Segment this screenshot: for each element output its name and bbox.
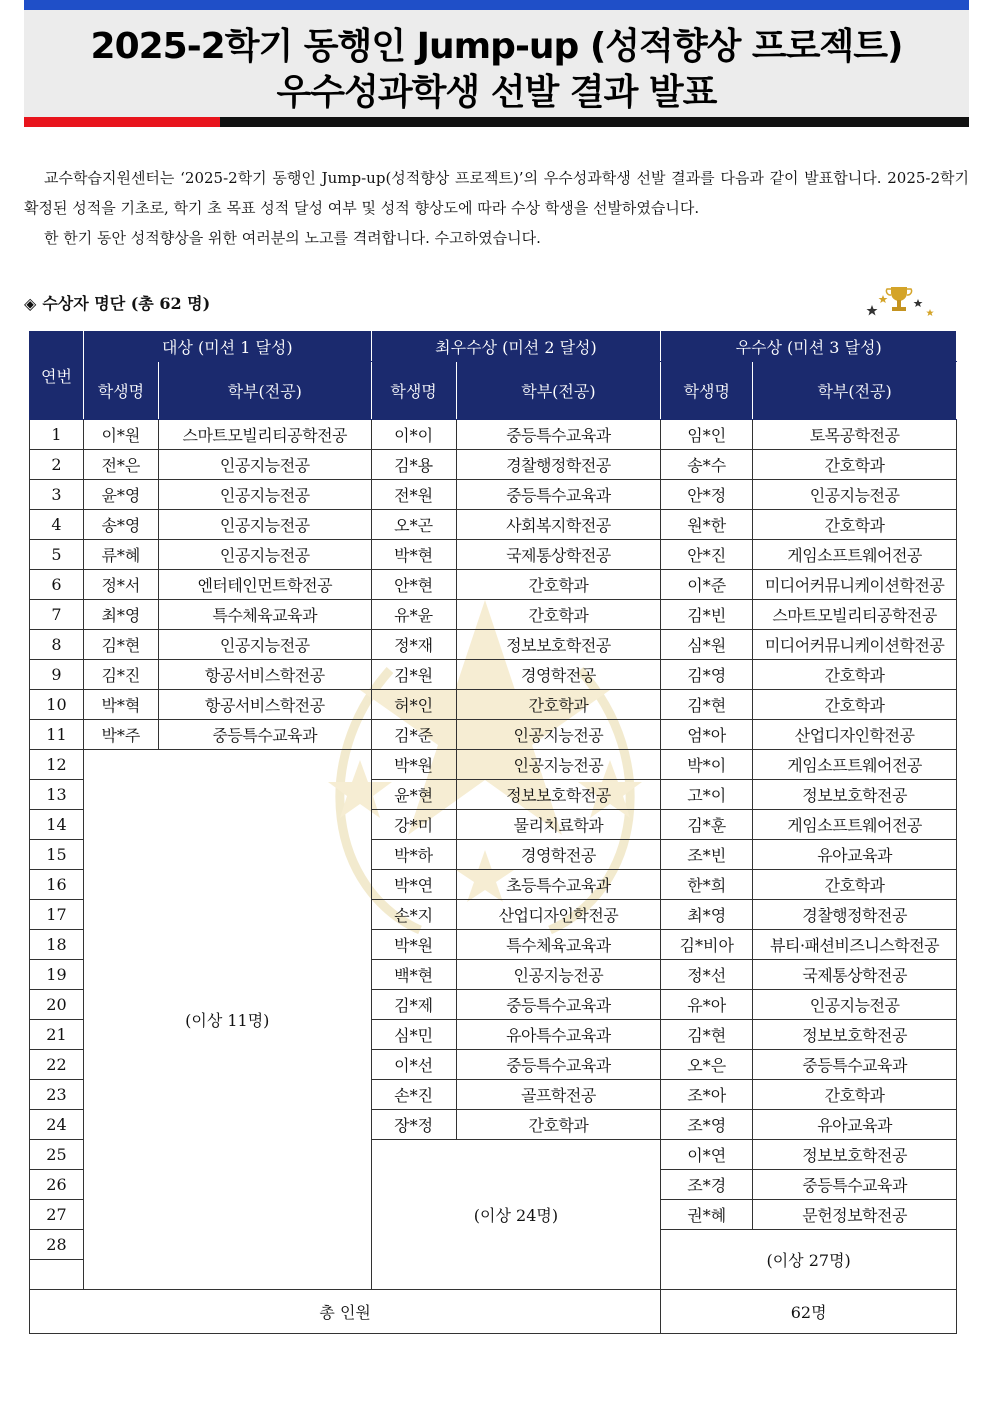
- grand-name: 송*영: [83, 510, 158, 540]
- excellence-name: 윤*현: [371, 780, 456, 810]
- merit-name: 최*영: [661, 900, 753, 930]
- merit-name: 이*연: [661, 1140, 753, 1170]
- merit-count: (이상 27명): [661, 1230, 957, 1290]
- header-grand-prize: 대상 (미션 1 달성): [83, 332, 371, 362]
- excellence-name: 전*원: [371, 480, 456, 510]
- total-value: 62명: [661, 1290, 957, 1334]
- table-row: [30, 690, 957, 720]
- merit-name: 안*정: [661, 480, 753, 510]
- grand-name: 정*서: [83, 570, 158, 600]
- excellence-dept: 중등특수교육과: [456, 420, 661, 450]
- merit-name: 고*이: [661, 780, 753, 810]
- merit-dept: 인공지능전공: [753, 480, 957, 510]
- merit-name: 조*경: [661, 1170, 753, 1200]
- table-row: [30, 450, 957, 480]
- grand-name: 김*진: [83, 660, 158, 690]
- grand-dept: 항공서비스학전공: [158, 690, 371, 720]
- merit-name: 이*준: [661, 570, 753, 600]
- table-row: [30, 660, 957, 690]
- grand-name: 윤*영: [83, 480, 158, 510]
- awardee-table: [29, 331, 957, 1334]
- excellence-dept: 간호학과: [456, 690, 661, 720]
- excellence-dept: 중등특수교육과: [456, 990, 661, 1020]
- table-row: [30, 750, 957, 780]
- row-number: 22: [30, 1050, 84, 1080]
- merit-name: 엄*아: [661, 720, 753, 750]
- merit-name: 김*훈: [661, 810, 753, 840]
- diamond-bullet-icon: ◈: [24, 294, 37, 313]
- merit-name: 김*빈: [661, 600, 753, 630]
- header-no: 연번: [30, 332, 84, 420]
- excellence-dept: 골프학전공: [456, 1080, 661, 1110]
- merit-dept: 간호학과: [753, 660, 957, 690]
- row-number: 19: [30, 960, 84, 990]
- merit-dept: 인공지능전공: [753, 990, 957, 1020]
- merit-dept: 토목공학전공: [753, 420, 957, 450]
- excellence-name: 김*원: [371, 660, 456, 690]
- merit-dept: 간호학과: [753, 870, 957, 900]
- merit-name: 유*아: [661, 990, 753, 1020]
- excellence-dept: 초등특수교육과: [456, 870, 661, 900]
- table-row: [30, 720, 957, 750]
- merit-dept: 간호학과: [753, 450, 957, 480]
- row-number: 27: [30, 1200, 84, 1230]
- row-number: 21: [30, 1020, 84, 1050]
- grand-dept: 스마트모빌리티공학전공: [158, 420, 371, 450]
- merit-dept: 중등특수교육과: [753, 1050, 957, 1080]
- row-number: 13: [30, 780, 84, 810]
- grand-name: 전*은: [83, 450, 158, 480]
- row-number: 24: [30, 1110, 84, 1140]
- header-name-merit: 학생명: [661, 362, 753, 420]
- merit-name: 권*혜: [661, 1200, 753, 1230]
- excellence-dept: 간호학과: [456, 1110, 661, 1140]
- excellence-name: 강*미: [371, 810, 456, 840]
- merit-dept: 중등특수교육과: [753, 1170, 957, 1200]
- row-number: 1: [30, 420, 84, 450]
- excellence-name: 오*곤: [371, 510, 456, 540]
- table-row: [30, 420, 957, 450]
- excellence-dept: 경영학전공: [456, 660, 661, 690]
- merit-name: 안*진: [661, 540, 753, 570]
- grand-dept: 인공지능전공: [158, 510, 371, 540]
- grand-dept: 인공지능전공: [158, 480, 371, 510]
- grand-name: 이*원: [83, 420, 158, 450]
- excellence-name: 김*제: [371, 990, 456, 1020]
- header-name-grand: 학생명: [83, 362, 158, 420]
- red-bar: [24, 117, 220, 127]
- merit-dept: 게임소프트웨어전공: [753, 540, 957, 570]
- excellence-dept: 산업디자인학전공: [456, 900, 661, 930]
- row-number: 8: [30, 630, 84, 660]
- merit-name: 조*아: [661, 1080, 753, 1110]
- merit-name: 김*현: [661, 690, 753, 720]
- merit-name: 송*수: [661, 450, 753, 480]
- excellence-name: 김*준: [371, 720, 456, 750]
- grand-name: 류*혜: [83, 540, 158, 570]
- excellence-dept: 유아특수교육과: [456, 1020, 661, 1050]
- excellence-dept: 중등특수교육과: [456, 1050, 661, 1080]
- merit-dept: 정보보호학전공: [753, 1140, 957, 1170]
- excellence-name: 장*정: [371, 1110, 456, 1140]
- excellence-name: 김*용: [371, 450, 456, 480]
- excellence-name: 박*원: [371, 750, 456, 780]
- excellence-dept: 인공지능전공: [456, 960, 661, 990]
- row-number: 5: [30, 540, 84, 570]
- merit-name: 김*현: [661, 1020, 753, 1050]
- merit-dept: 스마트모빌리티공학전공: [753, 600, 957, 630]
- merit-dept: 게임소프트웨어전공: [753, 750, 957, 780]
- row-number: 9: [30, 660, 84, 690]
- merit-name: 원*한: [661, 510, 753, 540]
- merit-dept: 뷰티·패션비즈니스학전공: [753, 930, 957, 960]
- merit-name: 조*영: [661, 1110, 753, 1140]
- merit-name: 정*선: [661, 960, 753, 990]
- row-number: 25: [30, 1140, 84, 1170]
- merit-dept: 유아교육과: [753, 840, 957, 870]
- excellence-name: 정*재: [371, 630, 456, 660]
- trophy-stars-icon: [858, 283, 940, 319]
- grand-dept: 중등특수교육과: [158, 720, 371, 750]
- excellence-name: 심*민: [371, 1020, 456, 1050]
- table-row: [30, 540, 957, 570]
- merit-name: 김*영: [661, 660, 753, 690]
- merit-dept: 유아교육과: [753, 1110, 957, 1140]
- excellence-name: 박*하: [371, 840, 456, 870]
- grand-dept: 엔터테인먼트학전공: [158, 570, 371, 600]
- intro-text: [24, 163, 969, 253]
- merit-name: 심*원: [661, 630, 753, 660]
- merit-dept: 간호학과: [753, 1080, 957, 1110]
- excellence-dept: 간호학과: [456, 570, 661, 600]
- excellence-name: 박*원: [371, 930, 456, 960]
- excellence-name: 이*이: [371, 420, 456, 450]
- row-number: 16: [30, 870, 84, 900]
- row-number: [30, 1260, 84, 1290]
- row-number: 4: [30, 510, 84, 540]
- header-name-excellence: 학생명: [371, 362, 456, 420]
- excellence-dept: 정보보호학전공: [456, 630, 661, 660]
- merit-dept: 정보보호학전공: [753, 780, 957, 810]
- intro-paragraph-1: 교수학습지원센터는 ‘2025-2학기 동행인 Jump-up(성적향상 프로젝트)’의 우수성과학생 선발 결과를 다음과 같이 발표합니다. 2025-2학기 확정된 성적을 기초로, 학기 초 목표 성적 달성 여부 및 성적 향상도에 따라 수상 학생을 선발하였습니다.: [24, 169, 969, 217]
- header-dept-grand: 학부(전공): [158, 362, 371, 420]
- grand-dept: 인공지능전공: [158, 450, 371, 480]
- row-number: 15: [30, 840, 84, 870]
- table-row: [30, 630, 957, 660]
- black-bar: [220, 117, 969, 127]
- grand-dept: 항공서비스학전공: [158, 660, 371, 690]
- excellence-name: 안*현: [371, 570, 456, 600]
- total-row: [30, 1290, 957, 1334]
- excellence-name: 백*현: [371, 960, 456, 990]
- excellence-dept: 국제통상학전공: [456, 540, 661, 570]
- merit-name: 김*비아: [661, 930, 753, 960]
- row-number: 10: [30, 690, 84, 720]
- excellence-name: 손*지: [371, 900, 456, 930]
- merit-dept: 정보보호학전공: [753, 1020, 957, 1050]
- excellence-name: 이*선: [371, 1050, 456, 1080]
- excellence-name: 허*인: [371, 690, 456, 720]
- excellence-dept: 특수체육교육과: [456, 930, 661, 960]
- page-title: [24, 24, 969, 116]
- grand-dept: 인공지능전공: [158, 630, 371, 660]
- excellence-name: 손*진: [371, 1080, 456, 1110]
- excellence-name: 박*연: [371, 870, 456, 900]
- section-title: 수상자 명단 (총 62 명): [42, 294, 211, 313]
- header-dept-excellence: 학부(전공): [456, 362, 661, 420]
- row-number: 7: [30, 600, 84, 630]
- merit-dept: 미디어커뮤니케이션학전공: [753, 570, 957, 600]
- intro-paragraph-2: 한 한기 동안 성적향상을 위한 여러분의 노고를 격려합니다. 수고하였습니다.: [44, 229, 541, 247]
- top-blue-bar: [24, 0, 969, 10]
- title-box: [24, 10, 969, 117]
- row-number: 14: [30, 810, 84, 840]
- row-number: 28: [30, 1230, 84, 1260]
- row-number: 23: [30, 1080, 84, 1110]
- excellence-dept: 인공지능전공: [456, 720, 661, 750]
- row-number: 2: [30, 450, 84, 480]
- row-number: 26: [30, 1170, 84, 1200]
- merit-dept: 경찰행정학전공: [753, 900, 957, 930]
- merit-name: 오*은: [661, 1050, 753, 1080]
- excellence-name: 유*윤: [371, 600, 456, 630]
- merit-dept: 문헌정보학전공: [753, 1200, 957, 1230]
- merit-name: 한*희: [661, 870, 753, 900]
- grand-name: 김*현: [83, 630, 158, 660]
- merit-dept: 게임소프트웨어전공: [753, 810, 957, 840]
- merit-dept: 간호학과: [753, 690, 957, 720]
- excellence-dept: 중등특수교육과: [456, 480, 661, 510]
- excellence-dept: 간호학과: [456, 600, 661, 630]
- table-row: [30, 600, 957, 630]
- title-line-2: 우수성과학생 선발 결과 발표: [276, 72, 717, 113]
- merit-name: 조*빈: [661, 840, 753, 870]
- grand-count: (이상 11명): [83, 750, 371, 1290]
- grand-dept: 특수체육교육과: [158, 600, 371, 630]
- excellence-count: (이상 24명): [371, 1140, 661, 1290]
- merit-name: 박*이: [661, 750, 753, 780]
- grand-dept: 인공지능전공: [158, 540, 371, 570]
- header-merit-prize: 우수상 (미션 3 달성): [661, 332, 957, 362]
- header-dept-merit: 학부(전공): [753, 362, 957, 420]
- merit-dept: 미디어커뮤니케이션학전공: [753, 630, 957, 660]
- grand-name: 박*주: [83, 720, 158, 750]
- table-row: [30, 570, 957, 600]
- row-number: 12: [30, 750, 84, 780]
- table-row: [30, 510, 957, 540]
- excellence-dept: 사회복지학전공: [456, 510, 661, 540]
- excellence-dept: 경찰행정학전공: [456, 450, 661, 480]
- excellence-dept: 경영학전공: [456, 840, 661, 870]
- excellence-dept: 정보보호학전공: [456, 780, 661, 810]
- merit-name: 임*인: [661, 420, 753, 450]
- table-row: [30, 480, 957, 510]
- merit-dept: 국제통상학전공: [753, 960, 957, 990]
- title-line-1: 2025-2학기 동행인 Jump-up (성적향상 프로젝트): [90, 26, 903, 67]
- row-number: 3: [30, 480, 84, 510]
- grand-name: 박*혁: [83, 690, 158, 720]
- section-heading: [24, 290, 210, 318]
- row-number: 6: [30, 570, 84, 600]
- grand-name: 최*영: [83, 600, 158, 630]
- row-number: 18: [30, 930, 84, 960]
- total-label: 총 인원: [30, 1290, 661, 1334]
- row-number: 11: [30, 720, 84, 750]
- header-excellence-prize: 최우수상 (미션 2 달성): [371, 332, 661, 362]
- merit-dept: 간호학과: [753, 510, 957, 540]
- excellence-dept: 인공지능전공: [456, 750, 661, 780]
- excellence-name: 박*현: [371, 540, 456, 570]
- row-number: 17: [30, 900, 84, 930]
- merit-dept: 산업디자인학전공: [753, 720, 957, 750]
- row-number: 20: [30, 990, 84, 1020]
- excellence-dept: 물리치료학과: [456, 810, 661, 840]
